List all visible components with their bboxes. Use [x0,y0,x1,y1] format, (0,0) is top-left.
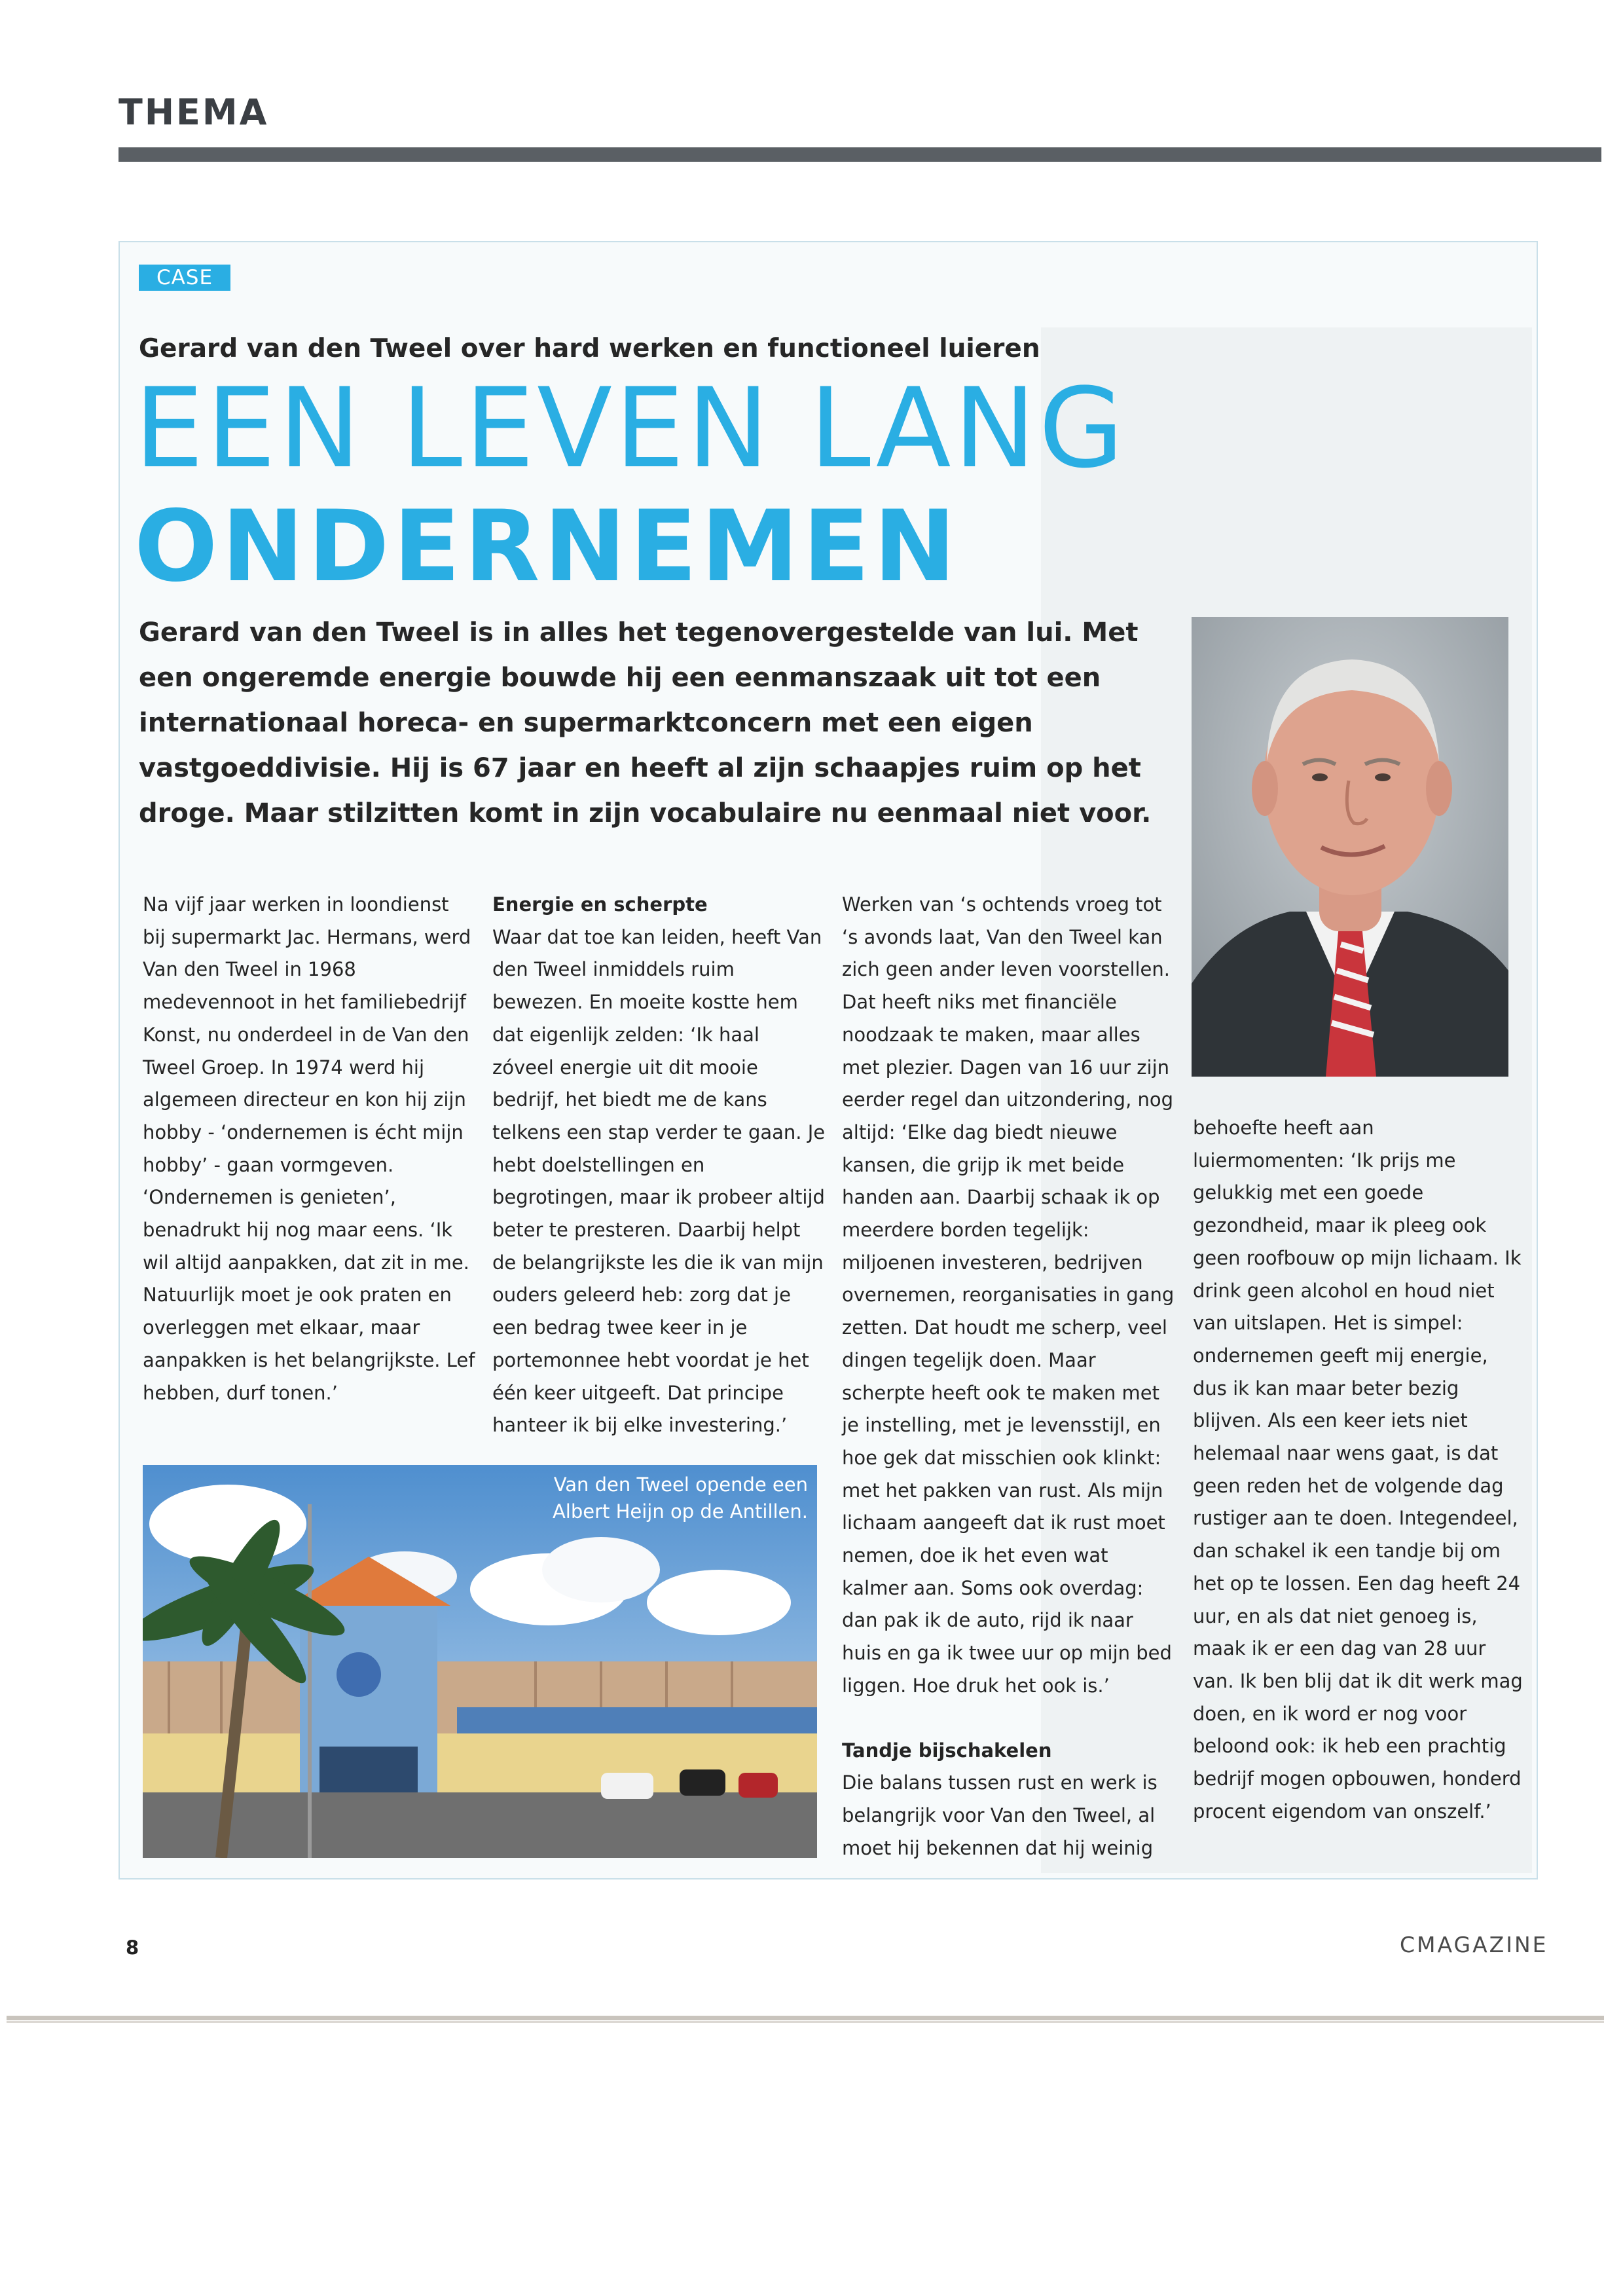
section-label: THEMA [119,92,269,133]
scan-edge-line [7,2016,1604,2020]
text-column-2 [492,889,826,1442]
photo-caption: Van den Tweel opende een Albert Heijn op de Antillen. [552,1473,808,1523]
column-1-text: Na vijf jaar werken in loondienst bij supermarkt Jac. Hermans, werd Van den Tweel in 1968 medevennoot in het familiebedrijf Konst, nu onderdeel in de Van den Tweel Groep. In 1974 werd hij algemeen directeur en kon hij zijn hobby - ‘ondernemen is écht mijn hobby’ - gaan vormgeven. ‘Ondernemen is genieten’, benadrukt hij nog maar eens. ‘Ik wil altijd aanpakken, dat zit in me. Natuurlijk moet je ook praten en overleggen met elkaar, maar aanpakken is het belangrijkste. Lef hebben, durf tonen.’ [143,893,475,1404]
article-subtitle: Gerard van den Tweel over hard werken en functioneel luieren [139,334,1040,363]
article-title-line1: EEN LEVEN LANG [134,364,1127,492]
case-badge: CASE [139,265,230,291]
supermarket-photo [143,1465,817,1858]
column-4-text: behoefte heeft aan luiermomenten: ‘Ik prijs me gelukkig met een goede gezondheid, maar ik pleeg ook geen roofbouw op mijn lichaam. Ik drink geen alcohol en houd niet van uitslapen. Het is simpel: ondernemen geeft mij energie, dus ik kan maar beter bezig blijven. Als een keer iets niet helemaal naar wens gaat, is dat geen reden het de volgende dag rustiger aan te doen. Integendeel, dan schakel ik een tandje bij om het op te lossen. Een dag heeft 24 uur, en als dat niet genoeg is, maak ik er een dag van 28 uur van. Ik ben blij dat ik dit werk mag doen, en ik word er nog voor beloond ook: ik heb een prachtig bedrijf mogen opbouwen, honderd procent eigendom van onszelf.’ [1193,1117,1523,1823]
article-title-line2: ONDERNEMEN [134,490,960,604]
text-column-1 [143,889,477,1409]
column-3-text: Werken van ‘s ochtends vroeg tot ‘s avonds laat, Van den Tweel kan zich geen ander leven voorstellen. Dat heeft niks met financiële noodzaak te maken, maar alles met plezier. Dagen van 16 uur zijn eerder regel dan uitzondering, nog altijd: ‘Elke dag biedt nieuwe kansen, die grijp ik met beide handen aan. Daarbij schaak ik op meerdere borden tegelijk: miljoenen investeren, bedrijven overnemen, reorganisaties in gang zetten. Dat houdt me scherp, veel dingen tegelijk doen. Maar scherpte heeft ook te maken met je instelling, met je levensstijl, en hoe gek dat misschien ook klinkt: met het pakken van rust. Als mijn lichaam aangeeft dat ik rust moet nemen, doe ik het even wat kalmer aan. Soms ook overdag: dan pak ik de auto, rijd ik naar huis en ga ik twee uur op mijn bed liggen. Hoe druk het ook is.’ [842,893,1175,1697]
text-column-3 [842,889,1176,1864]
page-number: 8 [126,1936,139,1959]
magazine-logo: CMAGAZINE [1400,1932,1548,1957]
header-rule [119,147,1601,162]
column-3b-text: Die balans tussen rust en werk is belangrijk voor Van den Tweel, al moet hij bekennen dat hij weinig [842,1771,1158,1859]
article-intro: Gerard van den Tweel is in alles het tegenovergestelde van lui. Met een ongeremde energie bouwde hij een eenmanszaak uit tot een internationaal horeca- en supermarktconcern met een eigen vastgoeddivisie. Hij is 67 jaar en heeft al zijn schaapjes ruim op het droge. Maar stilzitten komt in zijn vocabulaire nu eenmaal niet voor. [139,618,1152,828]
text-column-4 [1193,1112,1527,1828]
scan-edge-shadow [7,2021,1604,2023]
column-2-text: Waar dat toe kan leiden, heeft Van den Tweel inmiddels ruim bewezen. En moeite kostte hem dat eigenlijk zelden: ‘Ik haal zóveel energie uit dit mooie bedrijf, het biedt me de kans telkens een stap verder te gaan. Je hebt doelstellingen en begrotingen, maar ik probeer altijd beter te presteren. Daarbij helpt de belangrijkste les die ik van mijn ouders geleerd heb: zorg dat je een bedrag twee keer in je portemonnee hebt voordat je het één keer uitgeeft. Dat principe hanteer ik bij elke investering.’ [492,925,826,1437]
heading-tandje-bijschakelen: Tandje bijschakelen [842,1739,1052,1762]
heading-energie-en-scherpte: Energie en scherpte [492,893,708,916]
portrait-photo [1192,617,1508,1077]
